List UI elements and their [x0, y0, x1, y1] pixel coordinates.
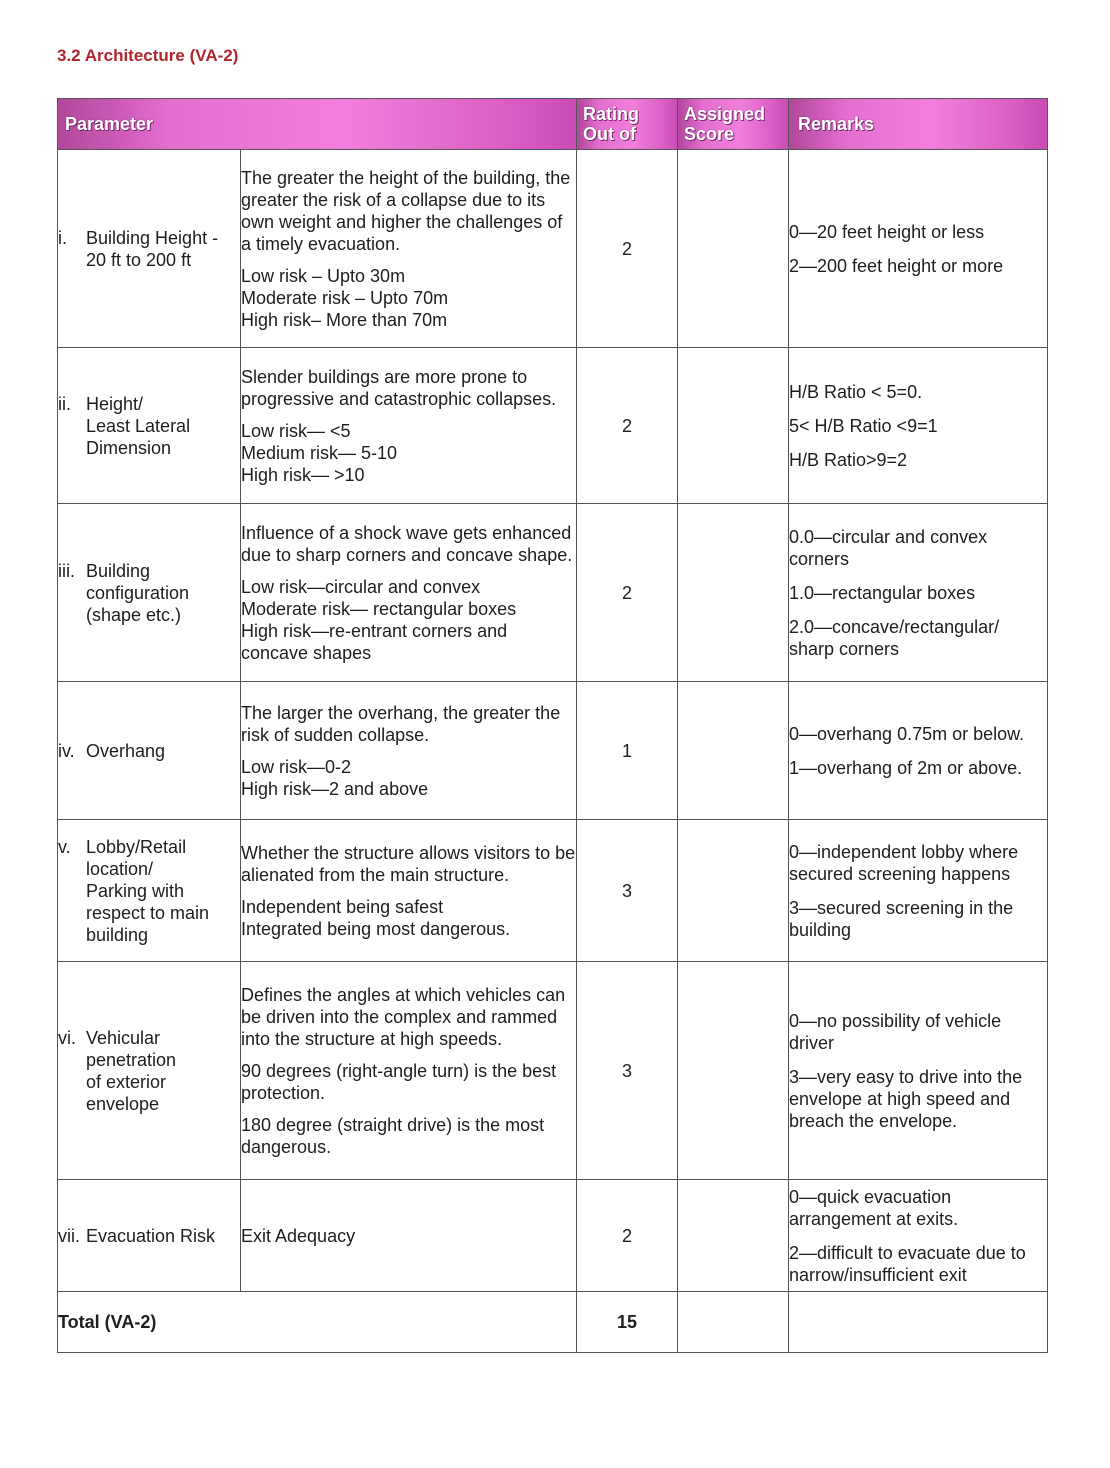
parameter-cell	[58, 820, 241, 962]
parameter-cell	[58, 348, 241, 504]
rating-out-of-cell: 2	[577, 348, 678, 504]
parameter-line: envelope	[86, 1093, 160, 1114]
parameter-number: vi.	[58, 1027, 76, 1048]
risk-level-line: Medium risk— 5-10	[241, 442, 398, 463]
description-cell	[241, 348, 577, 504]
parameter-line: Building Height -	[86, 227, 219, 248]
remark-line: 3—secured screening in the building	[789, 897, 1014, 940]
parameter-cell	[58, 682, 241, 820]
description-text: Slender buildings are more prone to progressive and catastrophic collapses.	[241, 366, 557, 409]
remark-line: 1.0—rectangular boxes	[789, 582, 976, 603]
section-title: 3.2 Architecture (VA-2)	[57, 46, 239, 65]
risk-level-line: High risk—2 and above	[241, 778, 429, 799]
table-header-row	[58, 99, 1048, 150]
table-row	[58, 348, 1048, 504]
description-text: Whether the structure allows visitors to be alienated from the main structure.	[241, 842, 576, 885]
parameter-line: respect to main	[86, 902, 210, 923]
risk-level-line: High risk—re-entrant corners and concave shapes	[241, 620, 508, 663]
description-text: The greater the height of the building, the greater the risk of a collapse due to its own weight and higher the challenges of a timely evacuation.	[241, 167, 571, 254]
description-text: 90 degrees (right-angle turn) is the best protection.	[241, 1060, 557, 1103]
header-assigned-score	[678, 99, 789, 150]
description-cell	[241, 1180, 577, 1292]
description-cell	[241, 962, 577, 1180]
header-rating-line1: Rating	[583, 104, 639, 124]
description-text: The larger the overhang, the greater the risk of sudden collapse.	[241, 702, 561, 745]
remark-line: H/B Ratio>9=2	[789, 449, 908, 470]
parameter-cell	[58, 1180, 241, 1292]
rating-out-of-cell: 2	[577, 150, 678, 348]
header-assigned-line1: Assigned	[684, 104, 766, 124]
risk-level-line: Low risk— <5	[241, 420, 351, 441]
risk-level-line: Integrated being most dangerous.	[241, 918, 511, 939]
header-remarks: Remarks	[789, 99, 1048, 150]
remarks-cell	[789, 962, 1048, 1180]
rating-out-of-cell: 2	[577, 1180, 678, 1292]
architecture-vulnerability-table	[57, 98, 1048, 1353]
parameter-line: 20 ft to 200 ft	[86, 249, 192, 270]
parameter-cell	[58, 962, 241, 1180]
risk-levels	[241, 756, 576, 800]
parameter-line: Parking with	[86, 880, 185, 901]
risk-level-line: Independent being safest	[241, 896, 444, 917]
remark-line: 0.0—circular and convex corners	[789, 526, 988, 569]
parameter-name	[86, 560, 226, 626]
risk-level-line: Moderate risk— rectangular boxes	[241, 598, 517, 619]
description-text: Influence of a shock wave gets enhanced due to sharp corners and concave shape.	[241, 522, 573, 565]
description-cell	[241, 820, 577, 962]
parameter-line: building	[86, 924, 149, 945]
table-row	[58, 820, 1048, 962]
risk-levels	[241, 265, 576, 331]
risk-level-line: High risk– More than 70m	[241, 309, 448, 330]
remarks-cell	[789, 820, 1048, 962]
risk-level-line: High risk— >10	[241, 464, 365, 485]
assigned-score-cell	[678, 682, 789, 820]
parameter-number: vii.	[58, 1225, 80, 1246]
assigned-score-cell	[678, 962, 789, 1180]
parameter-cell	[58, 150, 241, 348]
description-text: 180 degree (straight drive) is the most dangerous.	[241, 1114, 545, 1157]
assigned-score-cell	[678, 348, 789, 504]
parameter-line: Height/	[86, 393, 144, 414]
rating-out-of-cell: 3	[577, 820, 678, 962]
description-cell	[241, 682, 577, 820]
parameter-line: of exterior	[86, 1071, 167, 1092]
parameter-name	[86, 393, 226, 459]
description-text: Exit Adequacy	[241, 1225, 356, 1246]
risk-level-line: Low risk—circular and convex	[241, 576, 481, 597]
header-rating-line2: Out of	[583, 124, 636, 144]
table-row	[58, 1180, 1048, 1292]
remark-line: 1—overhang of 2m or above.	[789, 757, 1023, 778]
assigned-score-cell	[678, 1180, 789, 1292]
remark-line: 2—difficult to evacuate due to narrow/insufficient exit	[789, 1242, 1026, 1285]
remark-line: 0—independent lobby where secured screening happens	[789, 841, 1019, 884]
assigned-score-cell	[678, 150, 789, 348]
header-assigned-line2: Score	[684, 124, 735, 144]
parameter-name	[86, 227, 226, 271]
assigned-score-cell	[678, 504, 789, 682]
table-row	[58, 504, 1048, 682]
total-rating: 15	[577, 1292, 678, 1353]
parameter-line: location/	[86, 858, 154, 879]
parameter-line: Evacuation Risk	[86, 1225, 216, 1246]
risk-level-line: Low risk – Upto 30m	[241, 265, 406, 286]
remark-line: 0—quick evacuation arrangement at exits.	[789, 1186, 959, 1229]
remark-line: 3—very easy to drive into the envelope at high speed and breach the envelope.	[789, 1066, 1023, 1131]
table-row	[58, 962, 1048, 1180]
risk-level-line: Low risk—0-2	[241, 756, 352, 777]
parameter-line: (shape etc.)	[86, 604, 182, 625]
remark-line: 2.0—concave/rectangular/ sharp corners	[789, 616, 1000, 659]
risk-levels	[241, 896, 576, 940]
description-text: Defines the angles at which vehicles can be driven into the complex and rammed into the structure at high speeds.	[241, 984, 566, 1049]
rating-out-of-cell: 3	[577, 962, 678, 1180]
description-cell	[241, 150, 577, 348]
parameter-number: v.	[58, 836, 71, 857]
table-row	[58, 150, 1048, 348]
assigned-score-cell	[678, 820, 789, 962]
header-rating-out-of	[577, 99, 678, 150]
parameter-number: i.	[58, 227, 67, 248]
remark-line: 2—200 feet height or more	[789, 255, 1004, 276]
risk-levels	[241, 420, 576, 486]
parameter-line: Least Lateral	[86, 415, 191, 436]
remark-line: 5< H/B Ratio <9=1	[789, 415, 938, 436]
parameter-line: Dimension	[86, 437, 172, 458]
risk-level-line: Moderate risk – Upto 70m	[241, 287, 449, 308]
remark-line: 0—20 feet height or less	[789, 221, 985, 242]
parameter-cell	[58, 504, 241, 682]
remark-line: 0—no possibility of vehicle driver	[789, 1010, 1002, 1053]
total-assigned-score	[678, 1292, 789, 1353]
remarks-cell	[789, 682, 1048, 820]
parameter-number: ii.	[58, 393, 71, 414]
parameter-line: penetration	[86, 1049, 177, 1070]
rating-out-of-cell: 1	[577, 682, 678, 820]
parameter-number: iii.	[58, 560, 75, 581]
table-row	[58, 682, 1048, 820]
total-remarks	[789, 1292, 1048, 1353]
parameter-line: Lobby/Retail	[86, 836, 187, 857]
parameter-name	[86, 836, 226, 946]
description-cell	[241, 504, 577, 682]
parameter-number: iv.	[58, 740, 75, 761]
parameter-line: Overhang	[86, 740, 166, 761]
remarks-cell	[789, 504, 1048, 682]
parameter-name	[86, 740, 226, 762]
remarks-cell	[789, 348, 1048, 504]
parameter-name	[86, 1027, 226, 1115]
remarks-cell	[789, 150, 1048, 348]
total-label: Total (VA-2)	[58, 1292, 577, 1353]
rating-out-of-cell: 2	[577, 504, 678, 682]
parameter-line: Vehicular	[86, 1027, 161, 1048]
total-row	[58, 1292, 1048, 1353]
header-parameter: Parameter	[58, 99, 577, 150]
parameter-line: Building	[86, 560, 151, 581]
risk-levels	[241, 576, 576, 664]
remark-line: 0—overhang 0.75m or below.	[789, 723, 1025, 744]
remark-line: H/B Ratio < 5=0.	[789, 381, 923, 402]
parameter-line: configuration	[86, 582, 190, 603]
remarks-cell	[789, 1180, 1048, 1292]
parameter-name	[86, 1225, 226, 1247]
